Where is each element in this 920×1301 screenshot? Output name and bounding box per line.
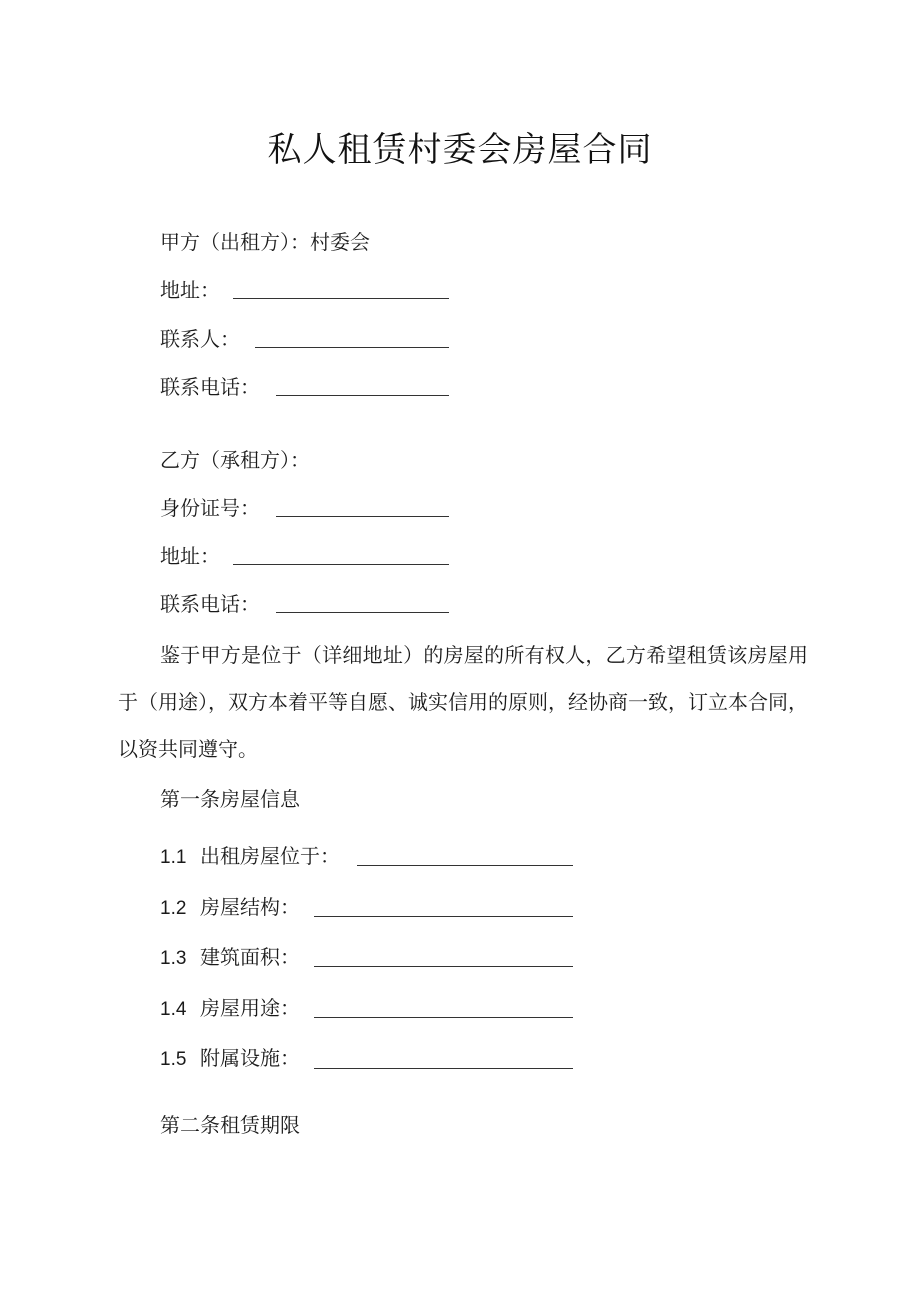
party-a-address-label: 地址：: [160, 278, 220, 302]
location-blank[interactable]: [357, 865, 573, 866]
item-label: 房屋结构：: [200, 895, 300, 919]
article-2-heading: 第二条租赁期限: [160, 1113, 300, 1137]
article-1-item-3: [160, 943, 300, 973]
party-b-id-blank[interactable]: [276, 516, 449, 517]
item-label: 出租房屋位于：: [200, 844, 340, 868]
party-a-phone-label: 联系电话：: [160, 375, 260, 399]
item-number: 1.4: [160, 999, 187, 1020]
article-1-item-2: [160, 893, 300, 923]
article-1-item-5: [160, 1044, 300, 1074]
area-blank[interactable]: [314, 966, 573, 967]
party-a-heading: 甲方（出租方）：村委会: [160, 230, 370, 254]
document-title: 私人租赁村委会房屋合同: [267, 130, 653, 170]
preamble-paragraph: 鉴于甲方是位于（详细地址）的房屋的所有权人，乙方希望租赁该房屋用于（用途），双方本着平等自愿、诚实信用的原则，经协商一致，订立本合同，以资共同遵守。: [118, 643, 808, 761]
party-a-contact-blank[interactable]: [255, 347, 449, 348]
usage-blank[interactable]: [314, 1017, 573, 1018]
item-number: 1.2: [160, 898, 187, 919]
article-1-item-4: [160, 994, 300, 1024]
item-number: 1.1: [160, 847, 187, 868]
item-label: 建筑面积：: [200, 945, 300, 969]
party-a-phone-blank[interactable]: [276, 395, 449, 396]
article-1-item-1: [160, 842, 340, 872]
party-b-id-label: 身份证号：: [160, 496, 260, 520]
party-b-address-blank[interactable]: [233, 564, 449, 565]
party-a-contact-label: 联系人：: [160, 327, 240, 351]
item-label: 房屋用途：: [200, 996, 300, 1020]
party-a-address-blank[interactable]: [233, 298, 449, 299]
item-number: 1.5: [160, 1049, 187, 1070]
party-b-phone-blank[interactable]: [276, 612, 449, 613]
structure-blank[interactable]: [314, 916, 573, 917]
party-b-address-label: 地址：: [160, 544, 220, 568]
item-label: 附属设施：: [200, 1046, 300, 1070]
facilities-blank[interactable]: [314, 1068, 573, 1069]
article-1-heading: 第一条房屋信息: [160, 787, 300, 811]
item-number: 1.3: [160, 948, 187, 969]
party-b-phone-label: 联系电话：: [160, 592, 260, 616]
party-b-heading: 乙方（承租方）：: [160, 448, 310, 472]
